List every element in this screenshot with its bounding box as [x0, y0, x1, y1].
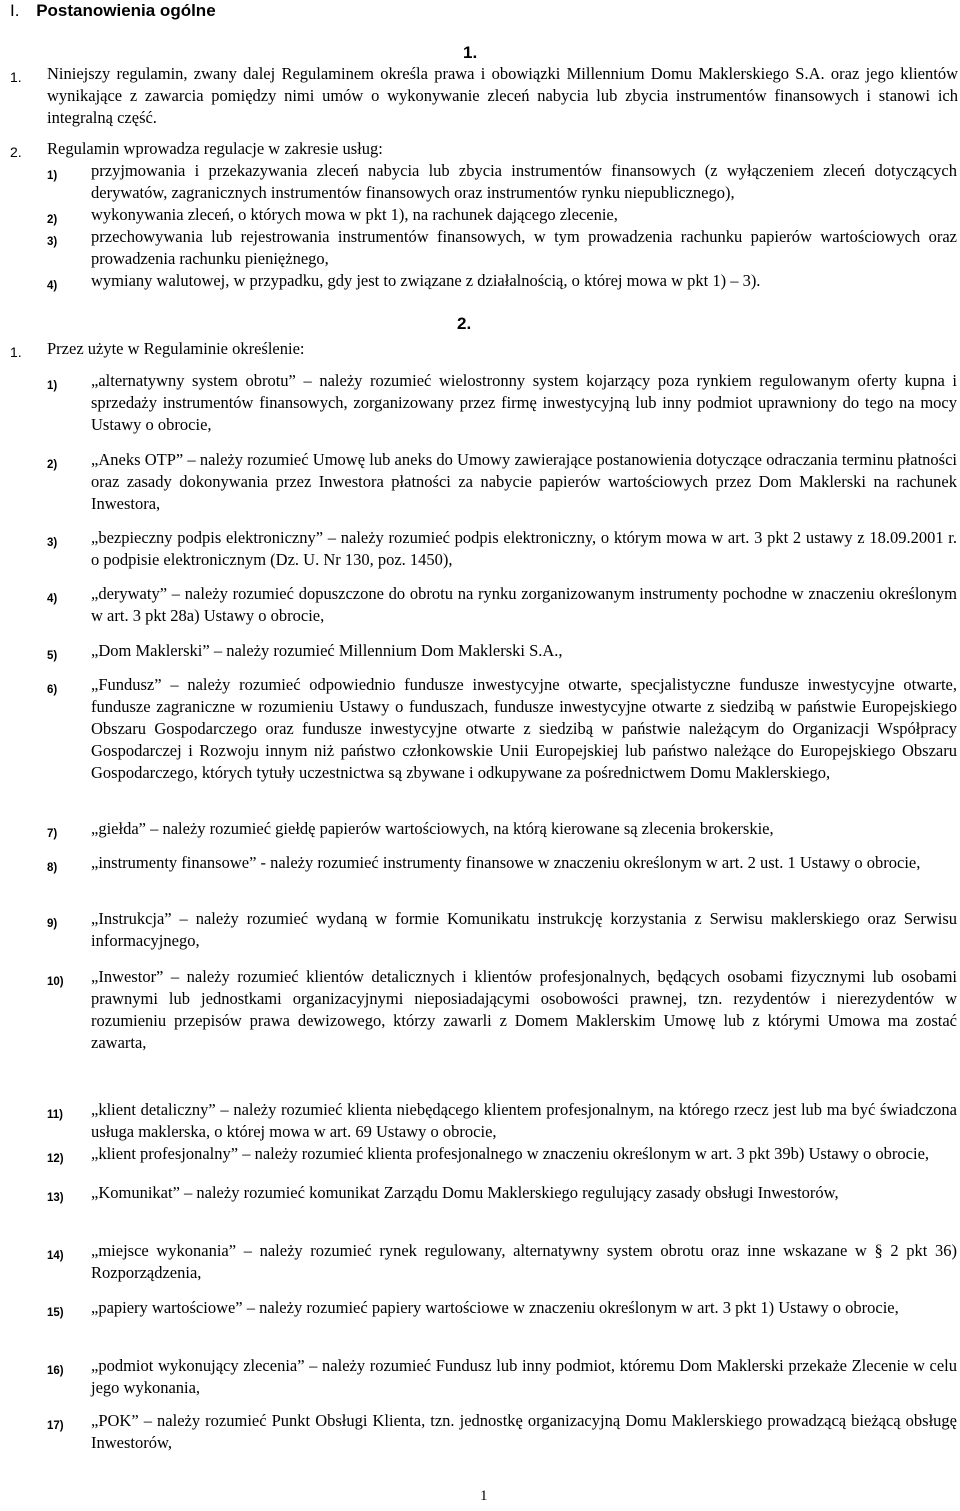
list-item: wykonywania zleceń, o których mowa w pkt 1), na rachunek dającego zlecenie, [91, 205, 618, 224]
definition-text: należy rozumieć klienta profesjonalnego w znaczeniu określonym w art. 3 pkt 39b) Ustawy o obrocie, [254, 1144, 930, 1163]
definition-item [91, 966, 957, 1054]
definition-number: 14) [47, 1250, 64, 1262]
definition-term: „Dom Maklerski” [91, 641, 210, 660]
paragraph-number: 1. [10, 344, 22, 360]
definition-item [91, 1143, 957, 1165]
definitions-intro: Przez użyte w Regulaminie określenie: [47, 339, 305, 358]
paragraph-number: 1. [10, 69, 22, 85]
definition-item [91, 527, 957, 571]
definition-dash: – [138, 1411, 158, 1430]
definition-item [91, 370, 957, 436]
list-item: wymiany walutowej, w przypadku, gdy jest to związane z działalnością, o której mowa w pkt 1) – 3). [91, 271, 761, 290]
section-number: 2. [457, 314, 472, 333]
definition-item [91, 583, 957, 627]
definition-dash: – [167, 584, 185, 603]
definition-term: „papiery wartościowe” [91, 1298, 243, 1317]
definition-dash: – [238, 1144, 255, 1163]
definition-term: „instrumenty finansowe” [91, 853, 257, 872]
definition-term: „Komunikat” [91, 1183, 180, 1202]
definition-text: należy rozumieć giełdę papierów wartościowych, na którą kierowane są zlecenia brokerskie, [162, 819, 774, 838]
definition-dash: – [295, 371, 320, 390]
definition-item [91, 1099, 957, 1143]
definition-dash: – [323, 528, 341, 547]
definition-item [91, 852, 957, 874]
definition-item [91, 1240, 957, 1284]
definition-dash: – [209, 641, 227, 660]
definition-term: „alternatywny system obrotu” [91, 371, 296, 390]
definition-text: należy rozumieć odpowiednio fundusze inwestycyjne otwarte, specjalistyczne fundusze inwestycyjne otwarte, fundusze zagraniczne w rozumieniu Ustawy o funduszach, fundusze inwestycyjne otwarte z siedzibą w państwie Europejskiego Obszaru Gospodarczego oraz fundusze inwestycyjne otwarte z siedzibą w państwie należącym do Organizacji Współpracy Gospodarczej i Rozwoju innym niż państwo członkowskie Unii Europejskiej lub państwo należące do Europejskiego Obszaru Gospodarczego, których tytuły uczestnictwa są zbywane i odkupywane za pośrednictwem Domu Maklerskiego, [91, 675, 957, 782]
definition-term: „podmiot wykonujący zlecenia” [91, 1356, 305, 1375]
definition-text: należy rozumieć dopuszczone do obrotu na rynku zorganizowanym instrumenty pochodne w znaczeniu określonym w art. 3 pkt 28a) Ustawy o obrocie, [91, 584, 958, 625]
definition-term: „giełda” [91, 819, 146, 838]
definition-number: 16) [47, 1365, 64, 1377]
definition-term: „klient detaliczny” [91, 1100, 216, 1119]
definition-number: 17) [47, 1420, 64, 1432]
definition-dash: – [145, 819, 163, 838]
chapter-number: I. [10, 1, 20, 20]
definition-text: należy rozumieć wydaną w formie Komunikatu instrukcję korzystania z Serwisu maklerskiego oraz Serwisu informacyjnego, [91, 909, 958, 950]
chapter-heading [10, 0, 216, 22]
definition-term: „Fundusz” [91, 675, 162, 694]
definition-term: „miejsce wykonania” [91, 1241, 237, 1260]
list-item: przyjmowania i przekazywania zleceń nabycia lub zbycia instrumentów finansowych (z wyłączeniem zleceń dotyczących derywatów, zagranicznych instrumentów finansowych oraz instrumentów rynku niepublicznego), [91, 161, 957, 202]
definition-dash: – [304, 1356, 323, 1375]
definition-text: należy rozumieć podpis elektroniczny, o którym mowa w art. 3 pkt 2 ustawy z 18.09.2001 r. o podpisie elektronicznym (Dz. U. Nr 130, poz. 1450), [91, 528, 957, 569]
definition-dash: – [179, 1183, 197, 1202]
definition-number: 4) [47, 593, 58, 605]
definition-item [91, 1410, 957, 1454]
definition-term: „Aneks OTP” [91, 450, 184, 469]
definition-term: „POK” [91, 1411, 139, 1430]
definition-number: 11) [47, 1109, 63, 1121]
definition-dash: – [236, 1241, 260, 1260]
definition-number: 8) [47, 862, 58, 874]
definition-text: należy rozumieć rynek regulowany, alternatywny system obrotu oraz inne wskazane w § 2 pkt 36) Rozporządzenia, [91, 1241, 957, 1282]
definition-item [91, 449, 957, 515]
definition-item [91, 640, 957, 662]
definition-text: należy rozumieć papiery wartościowe w znaczeniu określonym w art. 3 pkt 1) Ustawy o obrocie, [259, 1298, 899, 1317]
paragraph-2-intro: Regulamin wprowadza regulacje w zakresie usług: [47, 139, 383, 158]
item-number: 2) [47, 214, 58, 226]
definition-term: „derywaty” [91, 584, 168, 603]
item-number: 3) [47, 236, 58, 248]
definition-number: 7) [47, 828, 58, 840]
definition-number: 1) [47, 380, 58, 392]
definition-number: 12) [47, 1153, 64, 1165]
definition-term: „bezpieczny podpis elektroniczny” [91, 528, 324, 547]
definition-item [91, 818, 957, 840]
definition-dash: – [215, 1100, 234, 1119]
definition-text: należy rozumieć wielostronny system kojarzący poza rynkiem regulowanym oferty kupna i sprzedaży instrumentów finansowych, zorganizowany przez firmę inwestycyjną lub inny podmiot uprawniony do tego na mocy Ustawy o obrocie, [91, 371, 958, 434]
definition-number: 6) [47, 684, 58, 696]
definition-item [91, 1297, 957, 1319]
definition-dash: – [161, 675, 188, 694]
definition-term: „Instrukcja” [91, 909, 172, 928]
definition-term: „Inwestor” [91, 967, 164, 986]
definition-number: 3) [47, 537, 58, 549]
definition-dash: – [163, 967, 187, 986]
definition-number: 10) [47, 976, 64, 988]
definition-number: 13) [47, 1192, 64, 1204]
definition-dash: – [242, 1298, 260, 1317]
definition-number: 15) [47, 1307, 64, 1319]
definition-text: - należy rozumieć instrumenty finansowe w znaczeniu określonym w art. 2 ust. 1 Ustawy o obrocie, [260, 853, 921, 872]
definition-text: należy rozumieć Punkt Obsługi Klienta, tzn. jednostkę organizacyjną Domu Maklerskiego prowadzącą bieżącą obsługę Inwestorów, [91, 1411, 958, 1452]
definition-number: 5) [47, 650, 58, 662]
definition-text: należy rozumieć Umowę lub aneks do Umowy zawierające postanowienia dotyczące odraczania terminu płatności oraz zasady dokonywania przez Inwestora płatności za nabycie papierów wartościowych przez Dom Maklerski na rachunek Inwestora, [91, 450, 957, 513]
list-item: przechowywania lub rejestrowania instrumentów finansowych, w tym prowadzenia rachunku papierów wartościowych oraz prowadzenia rachunku pieniężnego, [91, 227, 957, 268]
definition-text: należy rozumieć Fundusz lub inny podmiot, któremu Dom Maklerski przekaże Zlecenie w celu jego wykonania, [91, 1356, 957, 1397]
definition-number: 9) [47, 918, 58, 930]
definition-item [91, 1355, 957, 1399]
chapter-title: Postanowienia ogólne [36, 1, 216, 20]
section-number: 1. [463, 43, 478, 62]
definition-item [91, 908, 957, 952]
definition-item [91, 1182, 957, 1204]
definition-text: należy rozumieć Millennium Dom Maklerski S.A., [226, 641, 563, 660]
definition-text: należy rozumieć klienta niebędącego klientem profesjonalnym, na którego rzecz jest lub ma być świadczona usługa maklerska, o której mowa w art. 69 Ustawy o obrocie, [91, 1100, 958, 1141]
definition-number: 2) [47, 459, 58, 471]
definition-text: należy rozumieć klientów detalicznych i klientów profesjonalnych, będących osobami fizycznymi lub osobami prawnymi lub jednostkami organizacyjnymi nieposiadającymi osobowości prawnej, tzn. rezydentów i nierezydentów w rozumieniu przepisów prawa dewizowego, którzy zawarli z Domem Maklerskim Umowę lub z którymi Umowa ma zostać zawarta, [91, 967, 958, 1052]
item-number: 4) [47, 280, 58, 292]
definition-term: „klient profesjonalny” [91, 1144, 239, 1163]
definition-dash: – [171, 909, 196, 928]
definition-item [91, 674, 957, 784]
definition-text: należy rozumieć komunikat Zarządu Domu Maklerskiego regulujący zasady obsługi Inwestorów, [196, 1183, 839, 1202]
item-number: 1) [47, 170, 58, 182]
paragraph-number: 2. [10, 144, 22, 160]
paragraph-text: Niniejszy regulamin, zwany dalej Regulaminem określa prawa i obowiązki Millennium Domu Maklerskiego S.A. oraz jego klientów wynikające z zawarcia pomiędzy nimi umów o wykonywanie zleceń nabycia lub zbycia instrumentów finansowych i stanowi ich integralną część. [47, 64, 958, 127]
paragraph-1 [47, 63, 958, 129]
page-number: 1 [480, 1488, 488, 1504]
definition-dash: – [183, 450, 200, 469]
